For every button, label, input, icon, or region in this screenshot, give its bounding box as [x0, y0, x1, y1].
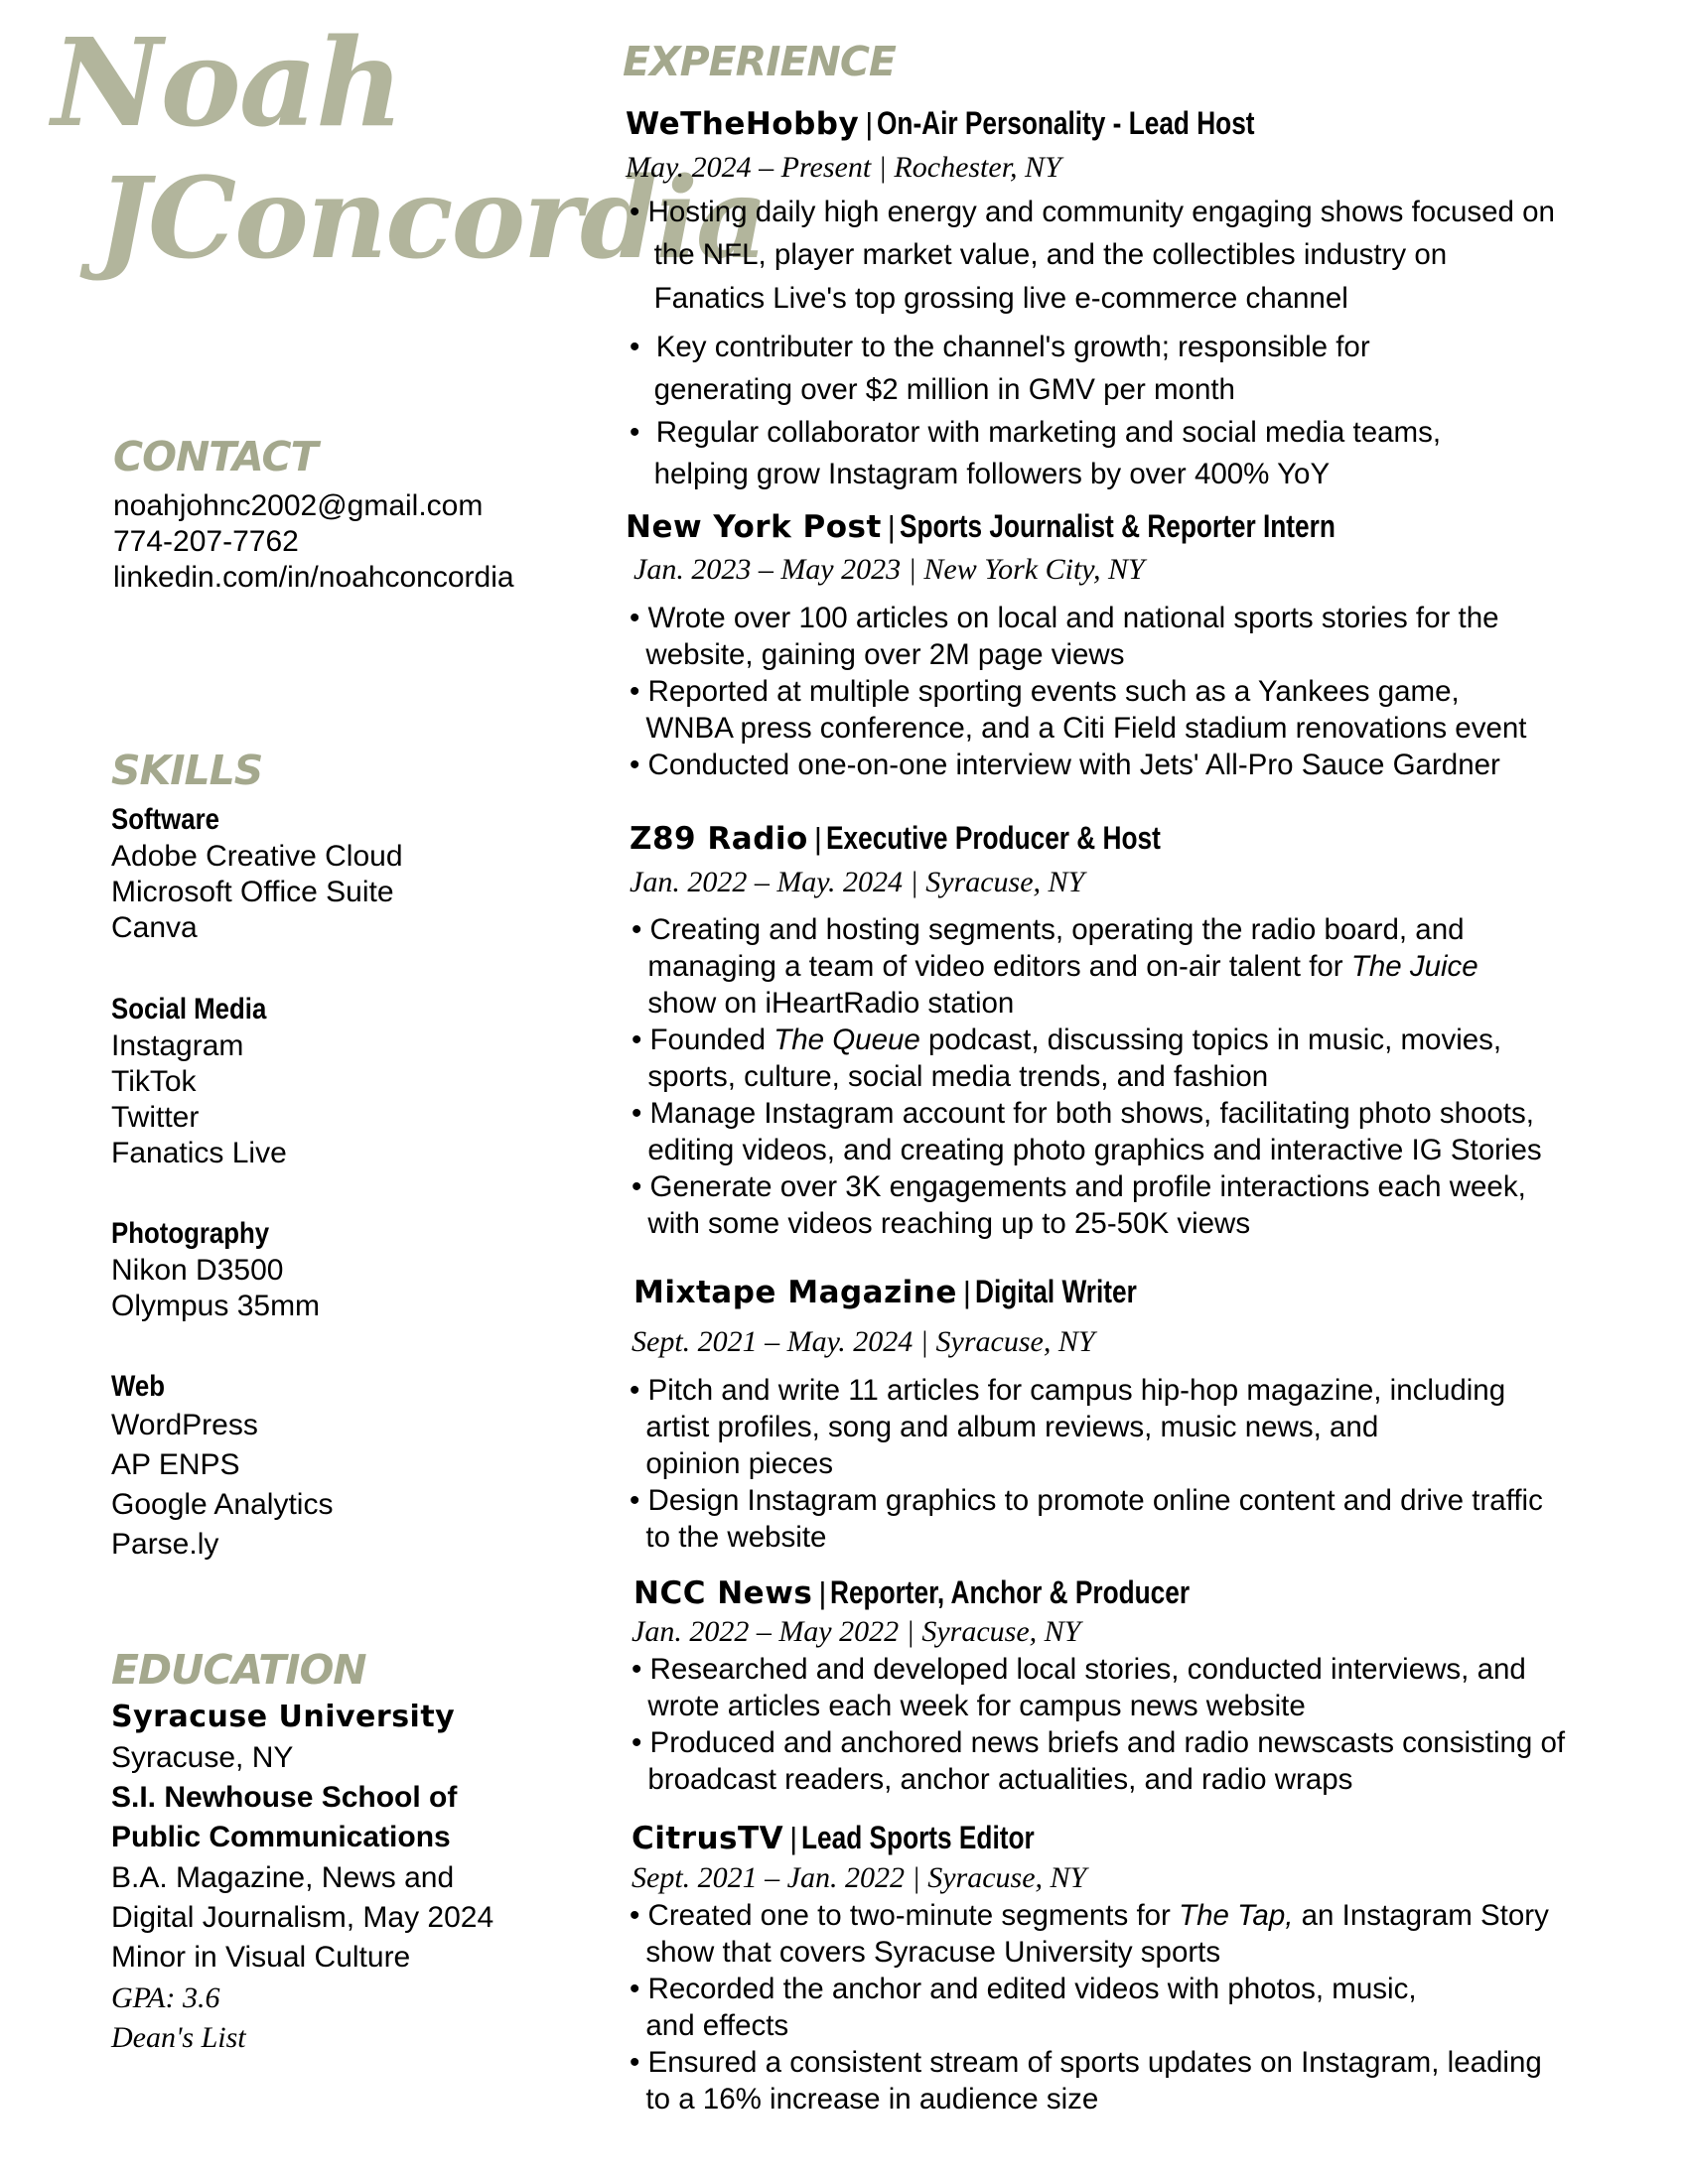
- skill-item: Instagram: [111, 1029, 244, 1062]
- job-header: Z89 Radio | Executive Producer & Host: [630, 816, 1234, 867]
- job-role: Digital Writer: [974, 1274, 1137, 1309]
- job-bullet: show that covers Syracuse University sports: [630, 1936, 1221, 1969]
- job-bullet: • Creating and hosting segments, operating the radio board, and: [632, 913, 1465, 946]
- job-bullet: • Manage Instagram account for both shows, facilitating photo shoots,: [632, 1097, 1534, 1130]
- job-bullet: • Generate over 3K engagements and profile interactions each week,: [632, 1170, 1526, 1203]
- education-minor: Minor in Visual Culture: [111, 1941, 411, 1974]
- job-bullet: WNBA press conference, and a Citi Field stadium renovations event: [630, 712, 1527, 745]
- job-bullet: • Wrote over 100 articles on local and national sports stories for the: [630, 602, 1499, 634]
- job-bullet: opinion pieces: [630, 1447, 834, 1480]
- contact-email[interactable]: noahjohnc2002@gmail.com: [113, 489, 484, 522]
- contact-linkedin[interactable]: linkedin.com/in/noahconcordia: [113, 561, 514, 594]
- job-role: Sports Journalist & Reporter Intern: [899, 508, 1336, 544]
- job-bullet: to the website: [630, 1521, 827, 1554]
- skill-group-title: Software: [111, 803, 219, 836]
- job-date: Sept. 2021 – May. 2024 | Syracuse, NY: [632, 1325, 1095, 1358]
- job-date: Jan. 2022 – May 2022 | Syracuse, NY: [632, 1615, 1081, 1648]
- education-gpa: GPA: 3.6: [111, 1981, 220, 2014]
- skill-item: TikTok: [111, 1065, 197, 1098]
- job-header: New York Post | Sports Journalist & Reporter Intern: [626, 504, 1431, 555]
- job-header: CitrusTV | Lead Sports Editor: [632, 1816, 1085, 1866]
- job-date: May. 2024 – Present | Rochester, NY: [626, 151, 1061, 184]
- job-bullet: • Recorded the anchor and edited videos with photos, music,: [630, 1973, 1417, 2005]
- job-header: NCC News | Reporter, Anchor & Producer: [633, 1570, 1269, 1621]
- skill-item: Fanatics Live: [111, 1137, 287, 1169]
- education-degree: B.A. Magazine, News and: [111, 1861, 455, 1894]
- job-org: New York Post: [626, 509, 882, 545]
- job-bullet: sports, culture, social media trends, and fashion: [632, 1060, 1269, 1093]
- skill-group-title: Photography: [111, 1217, 270, 1250]
- job-date: Sept. 2021 – Jan. 2022 | Syracuse, NY: [632, 1861, 1087, 1894]
- job-bullet: • Ensured a consistent stream of sports updates on Instagram, leading: [630, 2046, 1542, 2079]
- job-bullet: • Regular collaborator with marketing and social media teams,: [630, 416, 1442, 449]
- job-org: WeTheHobby: [626, 106, 860, 142]
- job-bullet: and effects: [630, 2009, 789, 2042]
- skill-item: Google Analytics: [111, 1488, 334, 1521]
- job-role: Reporter, Anchor & Producer: [830, 1574, 1191, 1610]
- job-bullet: wrote articles each week for campus news website: [632, 1690, 1306, 1722]
- job-org: NCC News: [633, 1575, 813, 1611]
- job-bullet: • Created one to two-minute segments for The Tap, an Instagram Story: [630, 1899, 1549, 1932]
- job-header: Mixtape Magazine | Digital Writer: [633, 1270, 1172, 1320]
- job-bullet: broadcast readers, anchor actualities, and radio wraps: [632, 1763, 1353, 1796]
- job-bullet: • Produced and anchored news briefs and radio newscasts consisting of: [632, 1726, 1566, 1759]
- job-org: CitrusTV: [632, 1821, 784, 1856]
- job-bullet: Fanatics Live's top grossing live e-commerce channel: [630, 282, 1348, 315]
- job-bullet: • Pitch and write 11 articles for campus hip-hop magazine, including: [630, 1374, 1506, 1407]
- skill-item: Parse.ly: [111, 1528, 219, 1561]
- job-bullet: • Reported at multiple sporting events such as a Yankees game,: [630, 675, 1460, 708]
- skill-item: Twitter: [111, 1101, 200, 1134]
- skill-item: Nikon D3500: [111, 1254, 284, 1287]
- job-bullet: helping grow Instagram followers by over 400% YoY: [630, 458, 1331, 490]
- skill-item: AP ENPS: [111, 1448, 240, 1481]
- contact-heading: CONTACT: [113, 433, 318, 480]
- job-role: Executive Producer & Host: [825, 820, 1161, 856]
- education-school: Syracuse University: [111, 1700, 456, 1734]
- experience-heading: EXPERIENCE: [623, 38, 896, 85]
- job-bullet: show on iHeartRadio station: [632, 987, 1015, 1020]
- job-role: On-Air Personality - Lead Host: [877, 105, 1255, 141]
- education-location: Syracuse, NY: [111, 1741, 294, 1774]
- skill-item: WordPress: [111, 1409, 258, 1441]
- contact-phone[interactable]: 774-207-7762: [113, 525, 299, 558]
- job-bullet: to a 16% increase in audience size: [630, 2083, 1099, 2116]
- job-role: Lead Sports Editor: [801, 1820, 1035, 1855]
- job-bullet: • Key contributer to the channel's growth; responsible for: [630, 331, 1370, 363]
- name-last: JConcordia: [97, 154, 767, 284]
- job-bullet: managing a team of video editors and on-air talent for The Juice: [632, 950, 1478, 983]
- education-heading: EDUCATION: [111, 1646, 366, 1694]
- skill-item: Microsoft Office Suite: [111, 876, 394, 908]
- skills-heading: SKILLS: [111, 747, 263, 794]
- education-honors: Dean's List: [111, 2021, 246, 2054]
- name-first: Noah: [52, 11, 402, 154]
- skill-group-title: Social Media: [111, 993, 267, 1025]
- job-org: Mixtape Magazine: [633, 1275, 957, 1310]
- education-degree: Digital Journalism, May 2024: [111, 1901, 494, 1934]
- skill-group-title: Web: [111, 1370, 166, 1403]
- job-bullet: • Researched and developed local stories, conducted interviews, and: [632, 1653, 1526, 1686]
- job-org: Z89 Radio: [630, 821, 808, 857]
- education-college: Public Communications: [111, 1821, 451, 1853]
- job-bullet: website, gaining over 2M page views: [630, 638, 1125, 671]
- skill-item: Adobe Creative Cloud: [111, 840, 403, 873]
- skill-item: Olympus 35mm: [111, 1290, 321, 1322]
- job-bullet: • Hosting daily high energy and community engaging shows focused on: [630, 196, 1555, 228]
- job-bullet: • Conducted one-on-one interview with Jets' All-Pro Sauce Gardner: [630, 749, 1500, 781]
- job-date: Jan. 2023 – May 2023 | New York City, NY: [633, 553, 1145, 586]
- job-bullet: with some videos reaching up to 25-50K views: [632, 1207, 1251, 1240]
- job-bullet: editing videos, and creating photo graphics and interactive IG Stories: [632, 1134, 1542, 1166]
- job-bullet: • Design Instagram graphics to promote online content and drive traffic: [630, 1484, 1543, 1517]
- education-college: S.I. Newhouse School of: [111, 1781, 458, 1814]
- job-bullet: the NFL, player market value, and the collectibles industry on: [630, 238, 1448, 271]
- skill-item: Canva: [111, 911, 198, 944]
- job-bullet: generating over $2 million in GMV per month: [630, 373, 1235, 406]
- job-bullet: • Founded The Queue podcast, discussing topics in music, movies,: [632, 1024, 1502, 1056]
- job-bullet: artist profiles, song and album reviews, music news, and: [630, 1411, 1379, 1443]
- job-header: WeTheHobby | On-Air Personality - Lead Host: [626, 101, 1337, 152]
- job-date: Jan. 2022 – May. 2024 | Syracuse, NY: [630, 866, 1085, 898]
